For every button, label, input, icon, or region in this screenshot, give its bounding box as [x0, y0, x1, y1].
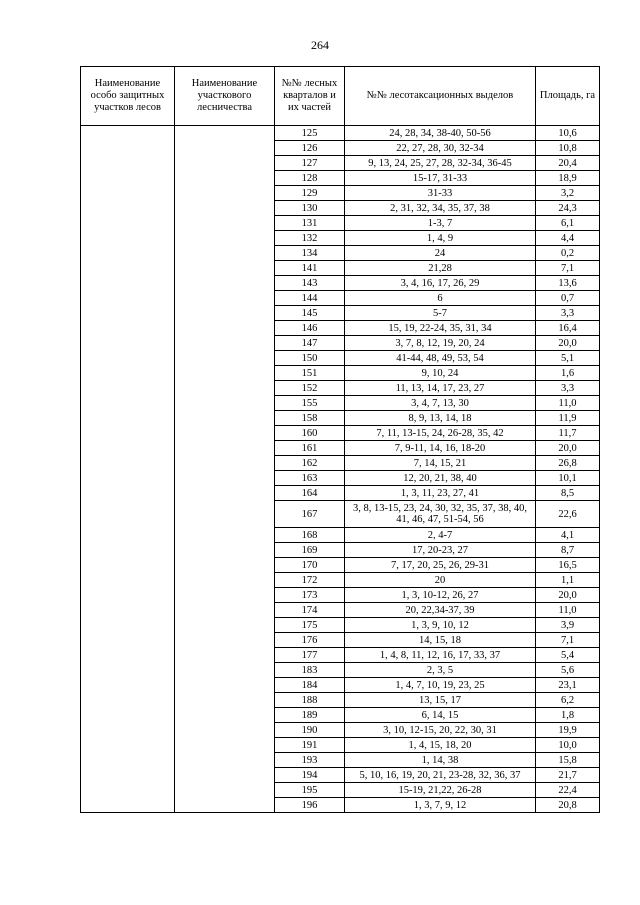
allotments-cell: 8, 9, 13, 14, 18	[345, 411, 536, 426]
protective-area-cell	[81, 126, 175, 813]
quarter-cell: 146	[275, 321, 345, 336]
quarter-cell: 152	[275, 381, 345, 396]
allotments-cell: 1, 4, 15, 18, 20	[345, 738, 536, 753]
allotments-cell: 6, 14, 15	[345, 708, 536, 723]
header-protective-areas: Наименование особо защитных участков лесов	[81, 67, 175, 126]
allotments-cell: 24, 28, 34, 38-40, 50-56	[345, 126, 536, 141]
quarter-cell: 167	[275, 501, 345, 528]
quarter-cell: 170	[275, 558, 345, 573]
quarter-cell: 160	[275, 426, 345, 441]
allotments-cell: 11, 13, 14, 17, 23, 27	[345, 381, 536, 396]
quarter-cell: 161	[275, 441, 345, 456]
area-cell: 15,8	[536, 753, 600, 768]
area-cell: 20,0	[536, 336, 600, 351]
area-cell: 0,7	[536, 291, 600, 306]
area-cell: 13,6	[536, 276, 600, 291]
area-cell: 11,0	[536, 603, 600, 618]
quarter-cell: 155	[275, 396, 345, 411]
area-cell: 16,5	[536, 558, 600, 573]
allotments-cell: 20, 22,34-37, 39	[345, 603, 536, 618]
area-cell: 20,0	[536, 588, 600, 603]
area-cell: 18,9	[536, 171, 600, 186]
area-cell: 3,3	[536, 306, 600, 321]
area-cell: 11,0	[536, 396, 600, 411]
area-cell: 3,2	[536, 186, 600, 201]
area-cell: 11,9	[536, 411, 600, 426]
allotments-cell: 2, 4-7	[345, 528, 536, 543]
quarter-cell: 158	[275, 411, 345, 426]
quarter-cell: 177	[275, 648, 345, 663]
allotments-cell: 3, 4, 16, 17, 26, 29	[345, 276, 536, 291]
table-header-row	[81, 67, 600, 126]
quarter-cell: 129	[275, 186, 345, 201]
quarter-cell: 189	[275, 708, 345, 723]
allotments-cell: 12, 20, 21, 38, 40	[345, 471, 536, 486]
quarter-cell: 191	[275, 738, 345, 753]
area-cell: 26,8	[536, 456, 600, 471]
allotments-cell: 7, 17, 20, 25, 26, 29-31	[345, 558, 536, 573]
area-cell: 6,1	[536, 216, 600, 231]
allotments-cell: 1, 3, 11, 23, 27, 41	[345, 486, 536, 501]
quarter-cell: 188	[275, 693, 345, 708]
quarter-cell: 169	[275, 543, 345, 558]
quarter-cell: 127	[275, 156, 345, 171]
quarter-cell: 195	[275, 783, 345, 798]
allotments-cell: 22, 27, 28, 30, 32-34	[345, 141, 536, 156]
allotments-cell: 1, 4, 7, 10, 19, 23, 25	[345, 678, 536, 693]
quarter-cell: 150	[275, 351, 345, 366]
area-cell: 16,4	[536, 321, 600, 336]
allotments-cell: 31-33	[345, 186, 536, 201]
allotments-cell: 3, 8, 13-15, 23, 24, 30, 32, 35, 37, 38, 40, 41, 46, 47, 51-54, 56	[345, 501, 536, 528]
area-cell: 0,2	[536, 246, 600, 261]
quarter-cell: 132	[275, 231, 345, 246]
quarter-cell: 184	[275, 678, 345, 693]
quarter-cell: 143	[275, 276, 345, 291]
quarter-cell: 190	[275, 723, 345, 738]
allotments-cell: 6	[345, 291, 536, 306]
allotments-cell: 2, 31, 32, 34, 35, 37, 38	[345, 201, 536, 216]
area-cell: 23,1	[536, 678, 600, 693]
allotments-cell: 24	[345, 246, 536, 261]
allotments-cell: 17, 20-23, 27	[345, 543, 536, 558]
area-cell: 1,8	[536, 708, 600, 723]
allotments-cell: 1, 3, 7, 9, 12	[345, 798, 536, 813]
quarter-cell: 145	[275, 306, 345, 321]
area-cell: 10,1	[536, 471, 600, 486]
area-cell: 19,9	[536, 723, 600, 738]
area-cell: 5,4	[536, 648, 600, 663]
allotments-cell: 5, 10, 16, 19, 20, 21, 23-28, 32, 36, 37	[345, 768, 536, 783]
allotments-cell: 3, 4, 7, 13, 30	[345, 396, 536, 411]
allotments-cell: 9, 13, 24, 25, 27, 28, 32-34, 36-45	[345, 156, 536, 171]
quarter-cell: 194	[275, 768, 345, 783]
quarter-cell: 176	[275, 633, 345, 648]
area-cell: 20,0	[536, 441, 600, 456]
area-cell: 21,7	[536, 768, 600, 783]
allotments-cell: 14, 15, 18	[345, 633, 536, 648]
quarter-cell: 130	[275, 201, 345, 216]
header-district-forestry: Наименование участкового лесничества	[175, 67, 275, 126]
allotments-cell: 21,28	[345, 261, 536, 276]
quarter-cell: 174	[275, 603, 345, 618]
area-cell: 22,6	[536, 501, 600, 528]
area-cell: 3,3	[536, 381, 600, 396]
quarter-cell: 183	[275, 663, 345, 678]
area-cell: 7,1	[536, 633, 600, 648]
allotments-cell: 7, 9-11, 14, 16, 18-20	[345, 441, 536, 456]
area-cell: 22,4	[536, 783, 600, 798]
table-body	[81, 126, 600, 813]
area-cell: 8,5	[536, 486, 600, 501]
header-quarter-numbers: №№ лесных кварталов и их частей	[275, 67, 345, 126]
area-cell: 11,7	[536, 426, 600, 441]
area-cell: 10,8	[536, 141, 600, 156]
area-cell: 20,4	[536, 156, 600, 171]
area-cell: 4,1	[536, 528, 600, 543]
area-cell: 4,4	[536, 231, 600, 246]
district-forestry-cell	[175, 126, 275, 813]
area-cell: 3,9	[536, 618, 600, 633]
header-area-ha: Площадь, га	[536, 67, 600, 126]
quarter-cell: 147	[275, 336, 345, 351]
quarter-cell: 134	[275, 246, 345, 261]
allotments-cell: 7, 14, 15, 21	[345, 456, 536, 471]
quarter-cell: 173	[275, 588, 345, 603]
allotments-cell: 1, 14, 38	[345, 753, 536, 768]
area-cell: 1,6	[536, 366, 600, 381]
allotments-cell: 41-44, 48, 49, 53, 54	[345, 351, 536, 366]
area-cell: 1,1	[536, 573, 600, 588]
area-cell: 24,3	[536, 201, 600, 216]
area-cell: 7,1	[536, 261, 600, 276]
allotments-cell: 15, 19, 22-24, 35, 31, 34	[345, 321, 536, 336]
table-row	[81, 126, 600, 141]
area-cell: 20,8	[536, 798, 600, 813]
allotments-cell: 1, 3, 10-12, 26, 27	[345, 588, 536, 603]
page-number: 264	[311, 38, 329, 52]
quarter-cell: 144	[275, 291, 345, 306]
allotments-cell: 7, 11, 13-15, 24, 26-28, 35, 42	[345, 426, 536, 441]
allotments-cell: 1, 3, 9, 10, 12	[345, 618, 536, 633]
allotments-cell: 15-17, 31-33	[345, 171, 536, 186]
quarter-cell: 163	[275, 471, 345, 486]
quarter-cell: 151	[275, 366, 345, 381]
allotments-cell: 2, 3, 5	[345, 663, 536, 678]
quarter-cell: 162	[275, 456, 345, 471]
forest-plots-table	[80, 66, 600, 813]
area-cell: 6,2	[536, 693, 600, 708]
allotments-cell: 5-7	[345, 306, 536, 321]
quarter-cell: 131	[275, 216, 345, 231]
area-cell: 8,7	[536, 543, 600, 558]
quarter-cell: 141	[275, 261, 345, 276]
quarter-cell: 175	[275, 618, 345, 633]
allotments-cell: 3, 10, 12-15, 20, 22, 30, 31	[345, 723, 536, 738]
allotments-cell: 1, 4, 9	[345, 231, 536, 246]
quarter-cell: 125	[275, 126, 345, 141]
allotments-cell: 1-3, 7	[345, 216, 536, 231]
allotments-cell: 13, 15, 17	[345, 693, 536, 708]
quarter-cell: 126	[275, 141, 345, 156]
quarter-cell: 196	[275, 798, 345, 813]
allotments-cell: 15-19, 21,22, 26-28	[345, 783, 536, 798]
quarter-cell: 164	[275, 486, 345, 501]
area-cell: 10,0	[536, 738, 600, 753]
header-allotment-numbers: №№ лесотаксационных выделов	[345, 67, 536, 126]
quarter-cell: 193	[275, 753, 345, 768]
area-cell: 10,6	[536, 126, 600, 141]
allotments-cell: 20	[345, 573, 536, 588]
allotments-cell: 9, 10, 24	[345, 366, 536, 381]
area-cell: 5,6	[536, 663, 600, 678]
allotments-cell: 3, 7, 8, 12, 19, 20, 24	[345, 336, 536, 351]
quarter-cell: 128	[275, 171, 345, 186]
quarter-cell: 172	[275, 573, 345, 588]
area-cell: 5,1	[536, 351, 600, 366]
quarter-cell: 168	[275, 528, 345, 543]
allotments-cell: 1, 4, 8, 11, 12, 16, 17, 33, 37	[345, 648, 536, 663]
